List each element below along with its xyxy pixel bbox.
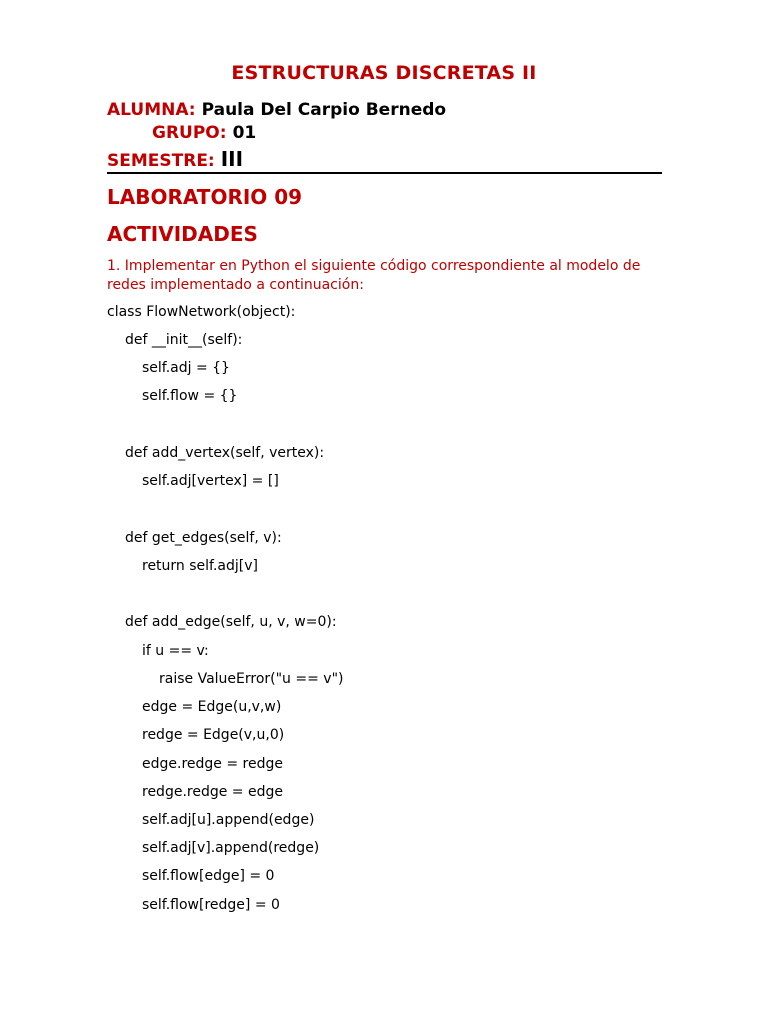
lab-title: LABORATORIO 09 bbox=[107, 185, 303, 209]
semestre-value: III bbox=[220, 147, 244, 171]
semestre-label: SEMESTRE: bbox=[107, 151, 215, 171]
code-line: redge.redge = edge bbox=[142, 784, 283, 800]
code-line: redge = Edge(v,u,0) bbox=[142, 727, 285, 743]
grupo-value: 01 bbox=[232, 123, 257, 143]
code-line: self.flow[edge] = 0 bbox=[142, 868, 275, 884]
alumna-value: Paula Del Carpio Bernedo bbox=[201, 100, 447, 120]
grupo-label: GRUPO: bbox=[152, 123, 227, 143]
code-line: if u == v: bbox=[142, 643, 209, 659]
code-line: self.flow = {} bbox=[142, 388, 238, 404]
code-line: def add_vertex(self, vertex): bbox=[125, 445, 325, 461]
alumna-row bbox=[107, 100, 446, 120]
code-line: return self.adj[v] bbox=[142, 558, 258, 574]
grupo-row bbox=[152, 123, 256, 143]
code-line: def get_edges(self, v): bbox=[125, 530, 282, 546]
alumna-label: ALUMNA: bbox=[107, 100, 196, 120]
code-line: self.adj[u].append(edge) bbox=[142, 812, 315, 828]
semestre-row bbox=[107, 147, 243, 171]
code-line: raise ValueError("u == v") bbox=[159, 671, 344, 687]
activities-title: ACTIVIDADES bbox=[107, 222, 258, 246]
task-1-text: 1. Implementar en Python el siguiente código correspondiente al modelo de redes implementado a continuación: bbox=[107, 258, 641, 293]
code-line: self.flow[redge] = 0 bbox=[142, 897, 280, 913]
header-divider bbox=[107, 172, 662, 174]
code-line: self.adj = {} bbox=[142, 360, 230, 376]
document-title: ESTRUCTURAS DISCRETAS II bbox=[231, 62, 537, 84]
code-line: self.adj[vertex] = [] bbox=[142, 473, 279, 489]
code-line: edge.redge = redge bbox=[142, 756, 283, 772]
code-line: edge = Edge(u,v,w) bbox=[142, 699, 282, 715]
code-line: class FlowNetwork(object): bbox=[107, 304, 296, 320]
code-line: self.adj[v].append(redge) bbox=[142, 840, 320, 856]
code-line: def __init__(self): bbox=[125, 332, 243, 348]
code-line: def add_edge(self, u, v, w=0): bbox=[125, 614, 337, 630]
